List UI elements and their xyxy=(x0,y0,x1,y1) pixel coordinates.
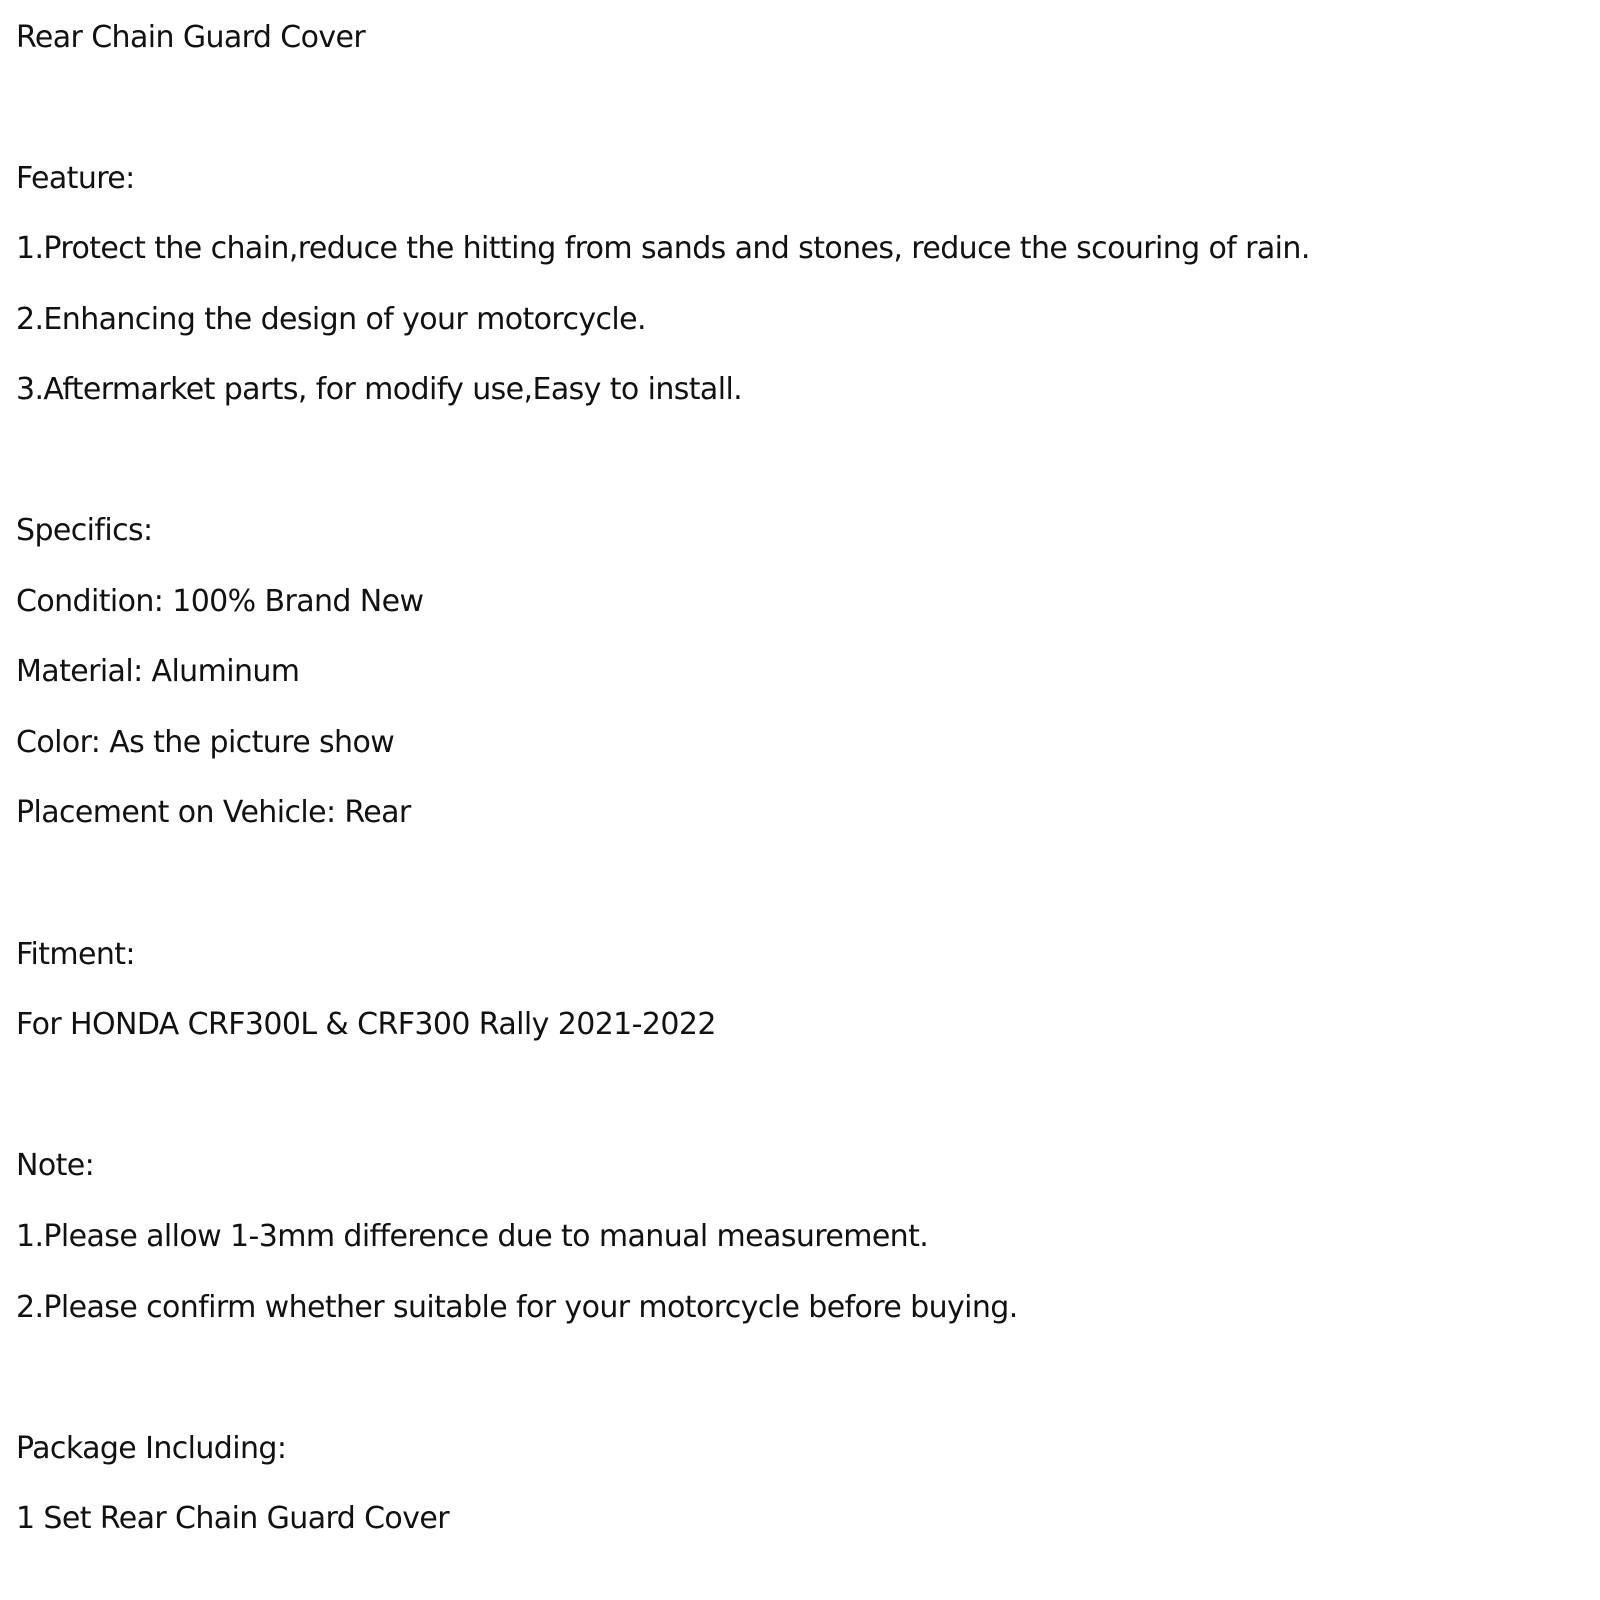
note-item-2: 2.Please confirm whether suitable for your motorcycle before buying. xyxy=(16,1290,1018,1325)
feature-heading: Feature: xyxy=(16,161,135,196)
note-item-1: 1.Please allow 1-3mm difference due to manual measurement. xyxy=(16,1219,929,1254)
fitment-item: For HONDA CRF300L & CRF300 Rally 2021-2022 xyxy=(16,1007,716,1042)
package-heading: Package Including: xyxy=(16,1431,287,1466)
specifics-material: Material: Aluminum xyxy=(16,654,300,689)
fitment-heading: Fitment: xyxy=(16,937,135,972)
feature-item-2: 2.Enhancing the design of your motorcycle. xyxy=(16,302,646,337)
feature-item-3: 3.Aftermarket parts, for modify use,Easy to install. xyxy=(16,372,743,407)
document-title: Rear Chain Guard Cover xyxy=(16,20,366,55)
specifics-condition: Condition: 100% Brand New xyxy=(16,584,424,619)
specifics-color: Color: As the picture show xyxy=(16,725,395,760)
specifics-heading: Specifics: xyxy=(16,513,153,548)
specifics-placement: Placement on Vehicle: Rear xyxy=(16,795,411,830)
package-item: 1 Set Rear Chain Guard Cover xyxy=(16,1501,449,1536)
feature-item-1: 1.Protect the chain,reduce the hitting from sands and stones, reduce the scouring of rain. xyxy=(16,231,1310,266)
note-heading: Note: xyxy=(16,1148,95,1183)
